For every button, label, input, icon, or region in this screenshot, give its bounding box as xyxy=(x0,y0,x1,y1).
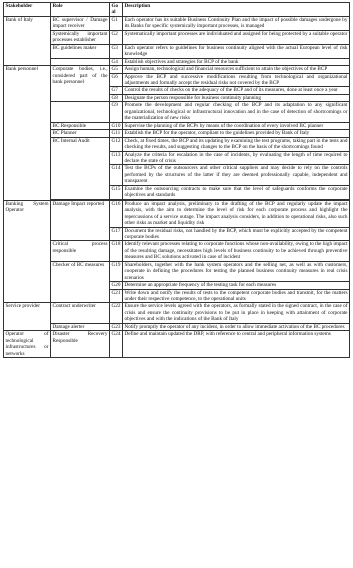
goal-description-cell: Supervise the planning of the BCPs by means of the coordination of every involved BC planner xyxy=(123,122,350,129)
header-stakeholder: Stakeholder xyxy=(4,3,51,17)
goal-description-cell: Systematically important processes are individuated and assigned for being protected by a suitable operator xyxy=(123,30,350,44)
goal-description-cell: Approve the BCP and successive modifications resulting from technological and organizational adjustments and formally accept the residual risks not covered by the BCP xyxy=(124,73,348,86)
goal-description-cell: Control the results of checks on the adequacy of the BCP and of its measures, done at least once a year xyxy=(123,87,350,94)
goal-id-cell: G6 xyxy=(110,73,123,87)
goal-id-cell: G17 xyxy=(110,227,123,241)
goal-description-cell: Ensure the service levels agreed with the operators, as formally stated in the signed contract, in the case of crisis and ensure the continuity provisions to be put in place in keeping with attainment of corporate objectives and with the indications of the Bank of Italy xyxy=(124,303,348,323)
role-cell xyxy=(51,102,110,122)
goal-id-cell: G4 xyxy=(110,58,123,65)
goal-description-cell: Establish objectives and strategies for BCP of the bank xyxy=(123,58,350,65)
goal-description-cell: Determine an appropriate frequency of the testing task for each measures xyxy=(123,282,350,289)
goal-id-cell: G22 xyxy=(110,303,123,323)
role-cell: Corporate bodies, i.e., considered part of the bank personnel xyxy=(51,66,110,102)
table-row xyxy=(4,66,350,73)
table-row xyxy=(4,122,350,129)
stakeholder-cell: Bank of Italy xyxy=(4,16,51,65)
goal-description-cell: Notify promptly the operator of any incident, in order to allow immediate activation of the BC procedures xyxy=(123,323,350,330)
role-cell: Contract underwriter xyxy=(51,303,110,323)
table-row xyxy=(4,58,350,65)
table-row xyxy=(4,331,350,358)
goal-id-cell: G10 xyxy=(110,122,123,129)
goal-id-cell: G1 xyxy=(110,16,123,30)
goal-description-cell: Shareholders, together with the bank system operators and the selling net, as well as with customers, cooperate in defining the procedures for testing the planned business continuity measures in real crisis scenarios xyxy=(124,261,348,281)
goal-description-cell: Promote the development and regular checking of the BCP and its adaptation to any significant organizational, technological or infrastructural innovation and in the case of detection of shortcomings or the materialization of new risks xyxy=(124,102,348,122)
table-row xyxy=(4,303,350,323)
table-body xyxy=(4,16,350,357)
header-row xyxy=(4,3,350,17)
goal-id-cell: G2 xyxy=(110,30,123,44)
table-row xyxy=(4,200,350,227)
role-cell: Checker of BC measures xyxy=(51,261,110,303)
goal-description-cell: Each operator has its suitable Business Continuity Plan and the impact of possible damages undergone by its Banks for specific systemically important processes, is managed xyxy=(124,16,348,30)
stakeholder-cell: Operator of technological infrastructures or networks xyxy=(5,331,49,357)
header-goal: Goal xyxy=(110,3,123,17)
role-cell: Damage alerter xyxy=(51,323,110,330)
goal-description-cell: Identify relevant processes relating to corporate functions whose non-availability, owing to the high impact of the resulting damage, necessitates high levels of business continuity to be achieved through preventive measures and BC solutions activated in case of incident xyxy=(124,241,348,261)
goal-id-cell: G21 xyxy=(110,289,123,303)
table-row xyxy=(4,16,350,30)
goal-id-cell: G14 xyxy=(110,165,123,185)
goal-description-cell: Produce an impact analysis, preliminary to the drafting of the BCP and regularly update the impact analysis, with the aim to determine the level of risk for each corporate process and highlight the repercussions of a service outage. The impact analysis considers, in addition to operational risks, also such other risks as market and liquidity risk xyxy=(124,200,348,227)
role-cell: Damage Impact reported xyxy=(51,200,110,241)
goal-description-cell: Document the residual risks, not handled by the BCP, which must be explicitly accepted by the competent corporate bodies xyxy=(124,227,348,240)
goal-description-cell: Test the BCPs of the outsourcers and other critical suppliers and may decide to rely on the controls performed by the structures of the latter if they are deemed professionally capable, independent and transparent xyxy=(124,165,348,185)
goal-id-cell: G18 xyxy=(110,241,123,261)
table-row xyxy=(4,323,350,330)
role-cell xyxy=(51,58,110,65)
goal-description-cell: Assign human, technological and financial resources sufficient to attain the objectives of the BCP xyxy=(123,66,350,73)
goal-id-cell: G13 xyxy=(110,151,123,165)
goal-description-cell: Establish the BCP for the operator, compliant to the guidelines provided by Bank of Italy xyxy=(123,130,350,137)
goal-description-cell: Analyze the criteria for escalation in the case of incidents, by evaluating the length of time required to declare the state of crisis xyxy=(124,151,348,164)
table-row xyxy=(4,130,350,137)
stakeholder-cell: Service provider xyxy=(4,303,51,331)
goal-id-cell: G5 xyxy=(110,66,123,73)
role-cell: BC supervisor / Damage impact receiver xyxy=(52,16,108,30)
goal-id-cell: G8 xyxy=(110,94,123,101)
table-row xyxy=(4,137,350,151)
role-cell: BC Planner xyxy=(51,130,110,137)
goal-id-cell: G9 xyxy=(110,102,123,122)
role-cell: BC guidelines maker xyxy=(51,44,110,58)
table-row xyxy=(4,102,350,122)
goal-id-cell: G3 xyxy=(110,44,123,58)
role-cell: Critical process responsible xyxy=(51,241,110,261)
goal-id-cell: G20 xyxy=(110,282,123,289)
table-row xyxy=(4,241,350,261)
goal-id-cell: G23 xyxy=(110,323,123,330)
goal-description-cell: Designate the person responsible for business continuity planning xyxy=(123,94,350,101)
header-role: Role xyxy=(51,3,110,17)
role-cell: Systemically important processes establisher xyxy=(52,30,108,44)
goal-description-cell: Examine the outsourcing contracts to make sure that the level of safeguards conforms the corporate objectives and standards xyxy=(124,185,348,199)
table-row xyxy=(4,30,350,44)
role-cell: BC Responsible xyxy=(51,122,110,129)
goal-description-cell: Define and maintain updated the DRP, with reference to central and peripheral information systems xyxy=(123,331,350,358)
table-row xyxy=(4,261,350,281)
role-cell: Disaster Recovery Responsible xyxy=(51,331,110,358)
stakeholder-goals-table xyxy=(3,2,350,358)
header-description: Description xyxy=(123,3,350,17)
goal-id-cell: G24 xyxy=(110,331,123,358)
stakeholder-cell: Bank personnel xyxy=(4,66,51,201)
stakeholder-cell: Banking System Operator xyxy=(4,200,51,303)
table-row xyxy=(4,44,350,58)
goal-id-cell: G12 xyxy=(110,137,123,151)
goal-description-cell: Each operator refers to guidelines for business continuity aligned with the actual European level of risk knowledge xyxy=(124,44,348,58)
goal-id-cell: G11 xyxy=(110,130,123,137)
goal-id-cell: G16 xyxy=(110,200,123,227)
goal-description-cell: Check, at fixed times, the BCP and its updating by examining the test programs, taking part in the tests and checking the results, and suggesting changes to the BCP on the basis of the shortcomings found xyxy=(124,137,348,151)
goal-id-cell: G19 xyxy=(110,261,123,281)
role-cell: BC Internal Audit xyxy=(51,137,110,199)
goal-id-cell: G7 xyxy=(110,87,123,94)
goal-description-cell: Write down and notify the results of tests to the competent corporate bodies and transmit, for the matters under their respective competence, to the operational units xyxy=(124,289,348,303)
goal-id-cell: G15 xyxy=(110,185,123,199)
